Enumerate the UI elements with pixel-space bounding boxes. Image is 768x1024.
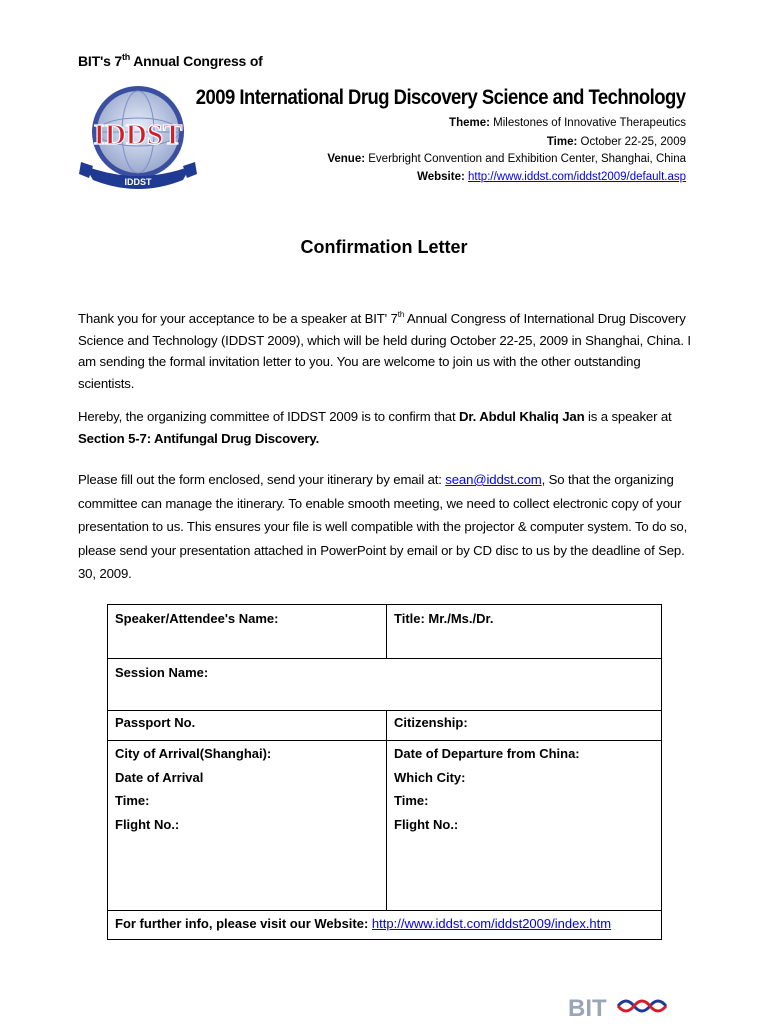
website-link[interactable]: http://www.iddst.com/iddst2009/default.asp [468, 171, 686, 183]
document-title: Confirmation Letter [300, 237, 468, 257]
row-divider [108, 710, 661, 711]
iddst-logo [79, 82, 197, 192]
form-footer [115, 916, 611, 931]
row-divider [108, 740, 661, 741]
venue-line [327, 153, 686, 165]
venue-label: Venue: [327, 153, 366, 165]
departure-time-field[interactable]: Time: [394, 793, 429, 808]
registration-form-table [107, 604, 662, 940]
time-line [547, 136, 686, 148]
website-label: Website: [417, 171, 465, 183]
bit-logo-text: BIT [568, 995, 607, 1022]
footer-website-link[interactable]: http://www.iddst.com/iddst2009/index.htm [371, 916, 612, 931]
departure-flight-field[interactable]: Flight No.: [394, 816, 459, 832]
departure-details [394, 742, 580, 836]
organizer-line [78, 53, 263, 69]
passport-field[interactable]: Passport No. [115, 715, 196, 730]
row-divider [108, 658, 661, 659]
column-divider [386, 605, 387, 658]
paragraph-confirmation [78, 406, 698, 449]
footer-label: For further info, please visit our Website: [115, 916, 372, 931]
theme-value: Milestones of Innovative Therapeutics [489, 117, 686, 129]
instructions-text: Please fill out the form enclosed, send your itinerary by email at: [78, 472, 446, 487]
intro-sup: th [397, 310, 405, 319]
arrival-time-field[interactable]: Time: [115, 793, 150, 808]
intro-text-cont: Annual Congress of International Drug Discovery Science and Technology (IDDST 2009), which will be held during October 22-25, 2009 in Shanghai, China. I am sending the formal invitation letter to you. You are welcome to join us with the other outstanding scientists. [78, 311, 691, 391]
column-divider [386, 710, 387, 910]
confirmation-text-cont: is a speaker at [584, 409, 672, 424]
paragraph-instructions [78, 468, 698, 586]
bit-logo [560, 990, 670, 1024]
arrival-flight-field[interactable]: Flight No.: [115, 816, 180, 832]
citizenship-field[interactable]: Citizenship: [394, 715, 468, 730]
title-field[interactable]: Title: Mr./Ms./Dr. [394, 611, 494, 626]
organizer-suffix: Annual Congress of [130, 53, 263, 69]
arrival-details [115, 742, 271, 836]
speaker-name-field[interactable]: Speaker/Attendee's Name: [115, 611, 279, 626]
theme-line [449, 117, 686, 129]
paragraph-intro [78, 308, 698, 394]
organizer-sup: th [121, 52, 131, 62]
intro-text: Thank you for your acceptance to be a speaker at BIT' 7 [78, 311, 398, 326]
departure-city-field[interactable]: Which City: [394, 769, 466, 785]
email-link[interactable]: sean@iddst.com [445, 472, 542, 487]
session-name-field[interactable]: Session Name: [115, 665, 209, 680]
logo-text: IDDST [93, 119, 183, 151]
arrival-date-field[interactable]: Date of Arrival [115, 769, 204, 785]
departure-date-field[interactable]: Date of Departure from China: [394, 746, 580, 761]
section-name: Section 5-7: Antifungal Drug Discovery. [78, 430, 320, 446]
conference-title: 2009 International Drug Discovery Science and Technology [196, 86, 686, 109]
organizer-text: BIT's 7 [78, 53, 122, 69]
instructions-text-cont: , So that the organizing committee can manage the itinerary. To enable smooth meeting, we need to collect electronic copy of your presentation to us. This ensures your file is well compatible with the projector & computer system. To do so, please send your presentation attached in PowerPoint by email or by CD disc to us by the deadline of Sep. 30, 2009. [78, 472, 688, 581]
theme-label: Theme: [449, 117, 490, 129]
row-divider [108, 910, 661, 911]
confirmation-text: Hereby, the organizing committee of IDDST 2009 is to confirm that [78, 409, 460, 424]
venue-value: Everbright Convention and Exhibition Center, Shanghai, China [365, 153, 686, 165]
speaker-name: Dr. Abdul Khaliq Jan [459, 409, 585, 424]
time-value: October 22-25, 2009 [577, 136, 686, 148]
website-line [417, 171, 686, 183]
logo-ribbon-text: IDDST [124, 177, 152, 187]
arrival-city-field[interactable]: City of Arrival(Shanghai): [115, 746, 272, 761]
time-label: Time: [546, 136, 578, 148]
